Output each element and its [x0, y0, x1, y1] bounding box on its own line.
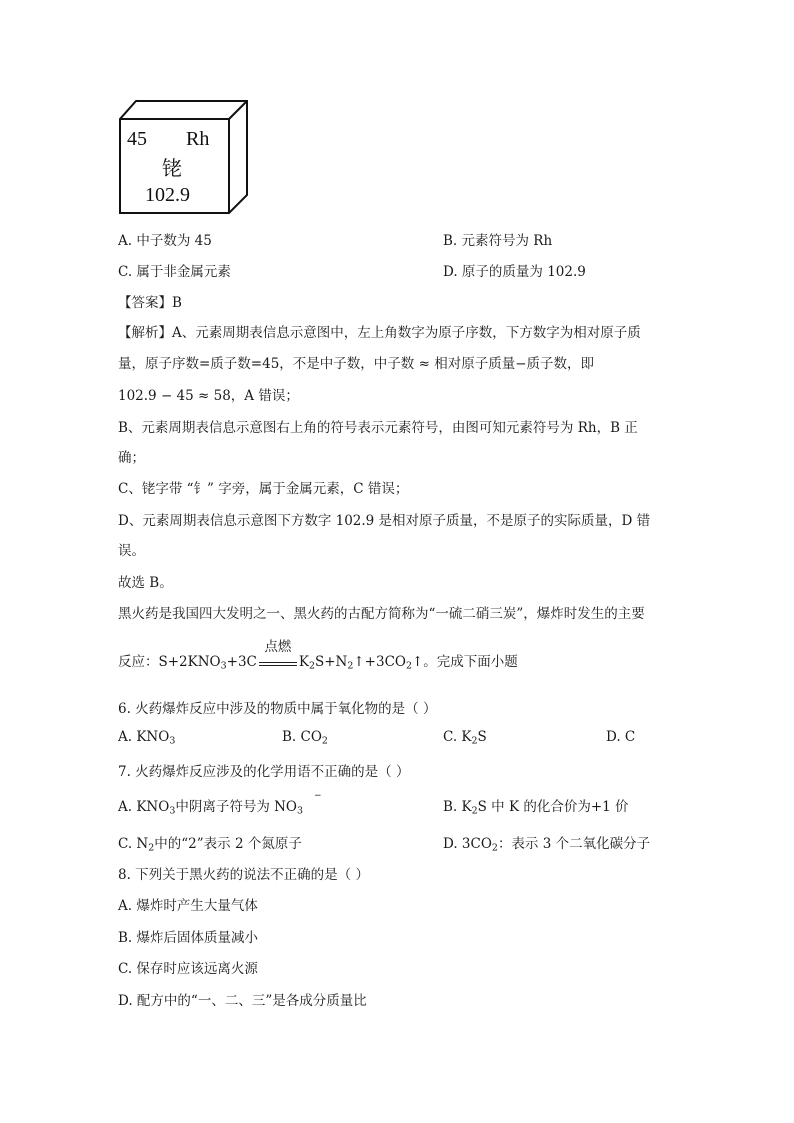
question-7: 7. 火药爆炸反应涉及的化学用语不正确的是（ ） — [118, 764, 410, 780]
reaction-arrow: 点燃 — [259, 654, 297, 666]
analysis-line: 故选 B。 — [118, 575, 173, 591]
analysis-line: 确； — [118, 450, 145, 466]
q7-option-c: C. $N_2$中的“2”表示 2 个氮原子 — [118, 836, 302, 854]
q6-option-b: B. $CO_2$ — [282, 729, 328, 747]
option-d: D. 原子的质量为 102.9 — [443, 264, 586, 280]
analysis-line: C、铑字带 “钅” 字旁，属于金属元素，C 错误； — [118, 481, 409, 497]
q8-option-b: B. 爆炸后固体质量减小 — [118, 930, 259, 946]
q7-option-b: B. $K_2S$ 中 K 的化合价为+1 价 — [443, 799, 629, 817]
q7-option-d: D. $3CO_2$：表示 3 个二氧化碳分子 — [443, 836, 651, 854]
analysis-line: B、元素周期表信息示意图右上角的符号表示元素符号，由图可知元素符号为 Rh，B 正 — [118, 420, 638, 436]
option-c: C. 属于非金属元素 — [118, 264, 231, 280]
q6-option-a: A. $KNO_3$ — [118, 729, 176, 747]
element-card — [118, 100, 248, 216]
answer: 【答案】B — [118, 295, 182, 311]
element-name: 铑 — [162, 158, 182, 180]
analysis-line: 量，原子序数=质子数=45，不是中子数，中子数 ≈ 相对原子质量−质子数，即 — [118, 356, 595, 372]
q7-option-a: A. $KNO_3$中阴离子符号为 $NO_3$ − — [118, 791, 322, 817]
q6-option-d: D. C — [606, 729, 636, 745]
analysis-line: 误。 — [118, 543, 145, 559]
option-a: A. 中子数为 45 — [118, 233, 212, 249]
q8-option-a: A. 爆炸时产生大量气体 — [118, 898, 258, 914]
q6-option-c: C. $K_2S$ — [443, 729, 487, 747]
option-b: B. 元素符号为 Rh — [443, 233, 553, 249]
element-symbol: Rh — [186, 128, 210, 150]
reaction-equation: 反应：$S+2KNO_3+3C$ 点燃 $K_2S+N_2↑+3CO_2↑$。完成下面小题 — [118, 639, 518, 672]
intro-line: 黑火药是我国四大发明之一、黑火药的古配方简称为“一硫二硝三炭”，爆炸时发生的主要 — [118, 606, 645, 622]
question-8: 8. 下列关于黑火药的说法不正确的是（ ） — [118, 867, 369, 883]
q8-option-d: D. 配方中的“一、二、三”是各成分质量比 — [118, 993, 367, 1009]
analysis-line: D、元素周期表信息示意图下方数字 102.9 是相对原子质量，不是原子的实际质量，D 错 — [118, 513, 651, 529]
question-6: 6. 火药爆炸反应中涉及的物质中属于氧化物的是（ ） — [118, 701, 437, 717]
analysis-line: 102.9 − 45 ≈ 58，A 错误； — [118, 388, 299, 404]
atomic-mass: 102.9 — [145, 184, 190, 206]
q8-option-c: C. 保存时应该远离火源 — [118, 961, 258, 977]
atomic-number: 45 — [127, 128, 147, 150]
analysis-line: 【解析】A、元素周期表信息示意图中，左上角数字为原子序数，下方数字为相对原子质 — [118, 325, 641, 341]
